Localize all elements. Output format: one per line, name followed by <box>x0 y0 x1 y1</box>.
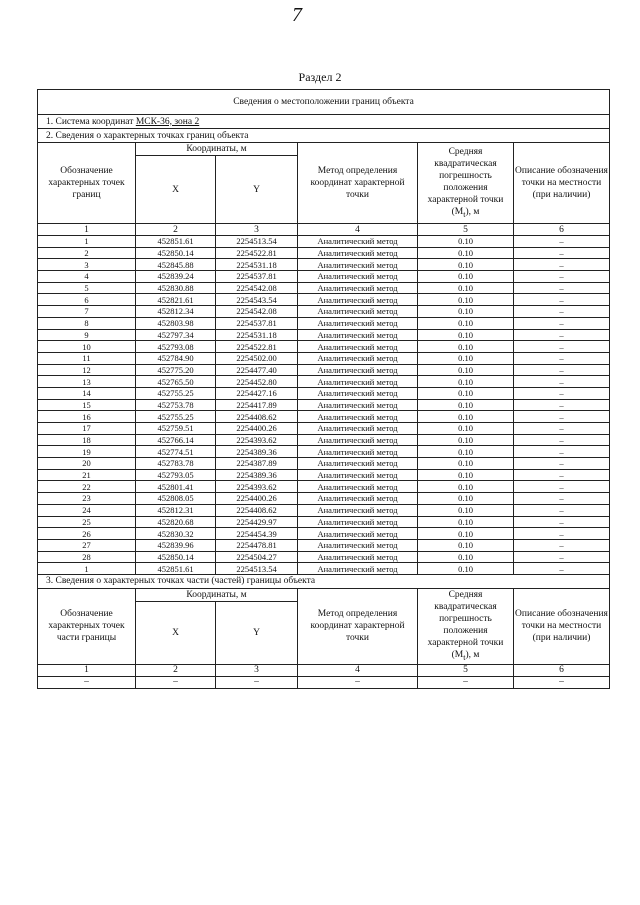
y-cell: 2254537.81 <box>216 271 298 283</box>
error-cell: 0.10 <box>418 329 514 341</box>
description-cell: – <box>514 446 610 458</box>
y-cell: 2254513.54 <box>216 563 298 575</box>
error-cell: 0.10 <box>418 352 514 364</box>
x-cell: 452793.05 <box>136 469 216 481</box>
description-cell: – <box>514 504 610 516</box>
description-cell: – <box>514 481 610 493</box>
header-y: Y <box>216 156 298 224</box>
error-cell: 0.10 <box>418 493 514 505</box>
point-row <box>38 563 610 575</box>
point-row <box>38 504 610 516</box>
header-error-sub: t <box>463 209 466 219</box>
description-cell: – <box>514 271 610 283</box>
y-cell: 2254393.62 <box>216 481 298 493</box>
point-row <box>38 387 610 399</box>
y-cell: 2254393.62 <box>216 434 298 446</box>
description-cell: – <box>514 469 610 481</box>
y-cell: 2254478.81 <box>216 539 298 551</box>
x-cell: 452759.51 <box>136 423 216 435</box>
part-cell: – <box>298 676 418 688</box>
description-cell: – <box>514 411 610 423</box>
error-cell: 0.10 <box>418 271 514 283</box>
error-cell: 0.10 <box>418 563 514 575</box>
method-cell: Аналитический метод <box>298 469 418 481</box>
method-cell: Аналитический метод <box>298 481 418 493</box>
method-cell: Аналитический метод <box>298 411 418 423</box>
point-row <box>38 282 610 294</box>
x-cell: 452808.05 <box>136 493 216 505</box>
y-cell: 2254400.26 <box>216 493 298 505</box>
point-row <box>38 493 610 505</box>
x-cell: 452774.51 <box>136 446 216 458</box>
error-cell: 0.10 <box>418 481 514 493</box>
y-cell: 2254408.62 <box>216 504 298 516</box>
point-row <box>38 271 610 283</box>
description-cell: – <box>514 329 610 341</box>
error-cell: 0.10 <box>418 387 514 399</box>
column-numbers-row <box>38 224 610 236</box>
point-id-cell: 13 <box>38 376 136 388</box>
point-row <box>38 364 610 376</box>
header-error-sub: t <box>463 652 466 662</box>
error-cell: 0.10 <box>418 317 514 329</box>
error-cell: 0.10 <box>418 376 514 388</box>
error-cell: 0.10 <box>418 259 514 271</box>
header-method: Метод определения координат характерной точки <box>298 588 418 664</box>
header-x: X <box>136 156 216 224</box>
method-cell: Аналитический метод <box>298 516 418 528</box>
point-id-cell: 11 <box>38 352 136 364</box>
y-cell: 2254452.80 <box>216 376 298 388</box>
header-error-text: Средняя квадратическая погрешность положения характерной точки (M <box>427 589 504 660</box>
point-row <box>38 236 610 248</box>
column-number: 5 <box>418 224 514 236</box>
method-cell: Аналитический метод <box>298 341 418 353</box>
method-cell: Аналитический метод <box>298 352 418 364</box>
y-cell: 2254417.89 <box>216 399 298 411</box>
point-id-cell: 19 <box>38 446 136 458</box>
x-cell: 452812.34 <box>136 306 216 318</box>
description-cell: – <box>514 306 610 318</box>
column-number: 6 <box>514 664 610 676</box>
point-id-cell: 14 <box>38 387 136 399</box>
x-cell: 452775.20 <box>136 364 216 376</box>
table-title: Сведения о местоположении границ объекта <box>38 90 610 115</box>
error-cell: 0.10 <box>418 504 514 516</box>
error-cell: 0.10 <box>418 528 514 540</box>
description-cell: – <box>514 551 610 563</box>
error-cell: 0.10 <box>418 236 514 248</box>
error-cell: 0.10 <box>418 411 514 423</box>
column-number: 3 <box>216 664 298 676</box>
description-cell: – <box>514 539 610 551</box>
point-id-cell: 6 <box>38 294 136 306</box>
y-cell: 2254543.54 <box>216 294 298 306</box>
point-row <box>38 341 610 353</box>
description-cell: – <box>514 458 610 470</box>
y-cell: 2254531.18 <box>216 259 298 271</box>
point-id-cell: 23 <box>38 493 136 505</box>
method-cell: Аналитический метод <box>298 539 418 551</box>
point-id-cell: 10 <box>38 341 136 353</box>
point-row <box>38 259 610 271</box>
x-cell: 452839.24 <box>136 271 216 283</box>
description-cell: – <box>514 493 610 505</box>
method-cell: Аналитический метод <box>298 247 418 259</box>
method-cell: Аналитический метод <box>298 551 418 563</box>
description-cell: – <box>514 247 610 259</box>
error-cell: 0.10 <box>418 341 514 353</box>
method-cell: Аналитический метод <box>298 504 418 516</box>
point-row <box>38 399 610 411</box>
description-cell: – <box>514 317 610 329</box>
point-row <box>38 458 610 470</box>
column-number: 1 <box>38 224 136 236</box>
description-cell: – <box>514 341 610 353</box>
part-cell: – <box>38 676 136 688</box>
y-cell: 2254502.00 <box>216 352 298 364</box>
point-id-cell: 16 <box>38 411 136 423</box>
x-cell: 452784.90 <box>136 352 216 364</box>
parts-section-title: 3. Сведения о характерных точках части (частей) границы объекта <box>38 574 610 588</box>
header-description: Описание обозначения точки на местности (при наличии) <box>514 143 610 224</box>
y-cell: 2254387.89 <box>216 458 298 470</box>
point-id-cell: 1 <box>38 563 136 575</box>
header-error-unit: ), м <box>465 649 480 660</box>
section-title: Раздел 2 <box>298 70 342 84</box>
point-id-cell: 2 <box>38 247 136 259</box>
column-number: 6 <box>514 224 610 236</box>
header-y: Y <box>216 602 298 665</box>
description-cell: – <box>514 236 610 248</box>
x-cell: 452850.14 <box>136 551 216 563</box>
y-cell: 2254537.81 <box>216 317 298 329</box>
header-x: X <box>136 602 216 665</box>
point-row <box>38 317 610 329</box>
parts-empty-row <box>38 676 610 688</box>
point-row <box>38 516 610 528</box>
column-number: 4 <box>298 664 418 676</box>
column-number: 4 <box>298 224 418 236</box>
point-row <box>38 446 610 458</box>
method-cell: Аналитический метод <box>298 259 418 271</box>
point-id-cell: 21 <box>38 469 136 481</box>
y-cell: 2254427.16 <box>216 387 298 399</box>
header-coordinates: Координаты, м <box>136 143 298 156</box>
point-row <box>38 434 610 446</box>
point-row <box>38 481 610 493</box>
point-id-cell: 4 <box>38 271 136 283</box>
point-id-cell: 1 <box>38 236 136 248</box>
coord-system-value: МСК-36, зона 2 <box>135 116 200 127</box>
description-cell: – <box>514 434 610 446</box>
point-id-cell: 28 <box>38 551 136 563</box>
point-row <box>38 411 610 423</box>
y-cell: 2254408.62 <box>216 411 298 423</box>
x-cell: 452766.14 <box>136 434 216 446</box>
error-cell: 0.10 <box>418 294 514 306</box>
method-cell: Аналитический метод <box>298 458 418 470</box>
point-id-cell: 24 <box>38 504 136 516</box>
header-error <box>418 143 514 224</box>
description-cell: – <box>514 259 610 271</box>
point-row <box>38 539 610 551</box>
header-error-unit: ), м <box>465 206 480 217</box>
point-id-cell: 8 <box>38 317 136 329</box>
method-cell: Аналитический метод <box>298 563 418 575</box>
x-cell: 452821.61 <box>136 294 216 306</box>
column-number: 2 <box>136 224 216 236</box>
x-cell: 452850.14 <box>136 247 216 259</box>
header-description: Описание обозначения точки на местности (при наличии) <box>514 588 610 664</box>
point-row <box>38 329 610 341</box>
column-numbers-row <box>38 664 610 676</box>
x-cell: 452803.98 <box>136 317 216 329</box>
x-cell: 452797.34 <box>136 329 216 341</box>
x-cell: 452783.78 <box>136 458 216 470</box>
description-cell: – <box>514 563 610 575</box>
point-row <box>38 469 610 481</box>
point-row <box>38 423 610 435</box>
x-cell: 452820.68 <box>136 516 216 528</box>
y-cell: 2254513.54 <box>216 236 298 248</box>
point-id-cell: 27 <box>38 539 136 551</box>
coord-system-row <box>38 115 610 129</box>
boundary-table <box>37 89 610 689</box>
description-cell: – <box>514 376 610 388</box>
description-cell: – <box>514 399 610 411</box>
error-cell: 0.10 <box>418 469 514 481</box>
point-id-cell: 15 <box>38 399 136 411</box>
error-cell: 0.10 <box>418 539 514 551</box>
description-cell: – <box>514 423 610 435</box>
description-cell: – <box>514 528 610 540</box>
header-error <box>418 588 514 664</box>
part-cell: – <box>514 676 610 688</box>
x-cell: 452830.32 <box>136 528 216 540</box>
point-id-cell: 25 <box>38 516 136 528</box>
header-error-text: Средняя квадратическая погрешность положения характерной точки (M <box>427 146 504 217</box>
error-cell: 0.10 <box>418 399 514 411</box>
x-cell: 452793.08 <box>136 341 216 353</box>
header-method: Метод определения координат характерной точки <box>298 143 418 224</box>
point-id-cell: 18 <box>38 434 136 446</box>
column-number: 5 <box>418 664 514 676</box>
point-id-cell: 12 <box>38 364 136 376</box>
method-cell: Аналитический метод <box>298 528 418 540</box>
method-cell: Аналитический метод <box>298 376 418 388</box>
x-cell: 452812.31 <box>136 504 216 516</box>
y-cell: 2254454.39 <box>216 528 298 540</box>
method-cell: Аналитический метод <box>298 236 418 248</box>
method-cell: Аналитический метод <box>298 493 418 505</box>
y-cell: 2254531.18 <box>216 329 298 341</box>
y-cell: 2254389.36 <box>216 469 298 481</box>
coord-system-prefix: 1. Система координат <box>46 116 136 127</box>
point-row <box>38 247 610 259</box>
point-row <box>38 294 610 306</box>
error-cell: 0.10 <box>418 364 514 376</box>
part-cell: – <box>136 676 216 688</box>
method-cell: Аналитический метод <box>298 446 418 458</box>
method-cell: Аналитический метод <box>298 329 418 341</box>
y-cell: 2254542.08 <box>216 282 298 294</box>
part-cell: – <box>216 676 298 688</box>
method-cell: Аналитический метод <box>298 306 418 318</box>
point-row <box>38 376 610 388</box>
page-number-mark: 7 <box>292 4 302 26</box>
point-row <box>38 551 610 563</box>
error-cell: 0.10 <box>418 434 514 446</box>
point-row <box>38 528 610 540</box>
header-coordinates: Координаты, м <box>136 588 298 601</box>
y-cell: 2254477.40 <box>216 364 298 376</box>
y-cell: 2254522.81 <box>216 247 298 259</box>
description-cell: – <box>514 516 610 528</box>
x-cell: 452765.50 <box>136 376 216 388</box>
point-id-cell: 22 <box>38 481 136 493</box>
x-cell: 452845.88 <box>136 259 216 271</box>
error-cell: 0.10 <box>418 516 514 528</box>
point-id-cell: 17 <box>38 423 136 435</box>
description-cell: – <box>514 352 610 364</box>
y-cell: 2254504.27 <box>216 551 298 563</box>
point-id-cell: 3 <box>38 259 136 271</box>
x-cell: 452830.88 <box>136 282 216 294</box>
description-cell: – <box>514 294 610 306</box>
y-cell: 2254400.26 <box>216 423 298 435</box>
error-cell: 0.10 <box>418 247 514 259</box>
point-row <box>38 352 610 364</box>
point-id-cell: 5 <box>38 282 136 294</box>
boundary-document <box>37 89 609 689</box>
column-number: 3 <box>216 224 298 236</box>
error-cell: 0.10 <box>418 423 514 435</box>
column-number: 2 <box>136 664 216 676</box>
x-cell: 452753.78 <box>136 399 216 411</box>
point-id-cell: 26 <box>38 528 136 540</box>
error-cell: 0.10 <box>418 458 514 470</box>
header-part-point-designation: Обозначение характерных точек части границы <box>38 588 136 664</box>
x-cell: 452755.25 <box>136 411 216 423</box>
header-point-designation: Обозначение характерных точек границ <box>38 143 136 224</box>
method-cell: Аналитический метод <box>298 364 418 376</box>
point-id-cell: 20 <box>38 458 136 470</box>
error-cell: 0.10 <box>418 306 514 318</box>
x-cell: 452755.25 <box>136 387 216 399</box>
point-id-cell: 7 <box>38 306 136 318</box>
y-cell: 2254522.81 <box>216 341 298 353</box>
x-cell: 452839.96 <box>136 539 216 551</box>
x-cell: 452851.61 <box>136 236 216 248</box>
x-cell: 452801.41 <box>136 481 216 493</box>
method-cell: Аналитический метод <box>298 271 418 283</box>
y-cell: 2254542.08 <box>216 306 298 318</box>
y-cell: 2254389.36 <box>216 446 298 458</box>
part-cell: – <box>418 676 514 688</box>
method-cell: Аналитический метод <box>298 317 418 329</box>
column-number: 1 <box>38 664 136 676</box>
error-cell: 0.10 <box>418 446 514 458</box>
description-cell: – <box>514 387 610 399</box>
method-cell: Аналитический метод <box>298 434 418 446</box>
method-cell: Аналитический метод <box>298 387 418 399</box>
method-cell: Аналитический метод <box>298 423 418 435</box>
method-cell: Аналитический метод <box>298 294 418 306</box>
y-cell: 2254429.97 <box>216 516 298 528</box>
x-cell: 452851.61 <box>136 563 216 575</box>
points-section-title: 2. Сведения о характерных точках границ объекта <box>38 129 610 143</box>
description-cell: – <box>514 282 610 294</box>
error-cell: 0.10 <box>418 282 514 294</box>
description-cell: – <box>514 364 610 376</box>
method-cell: Аналитический метод <box>298 282 418 294</box>
point-id-cell: 9 <box>38 329 136 341</box>
point-row <box>38 306 610 318</box>
error-cell: 0.10 <box>418 551 514 563</box>
method-cell: Аналитический метод <box>298 399 418 411</box>
